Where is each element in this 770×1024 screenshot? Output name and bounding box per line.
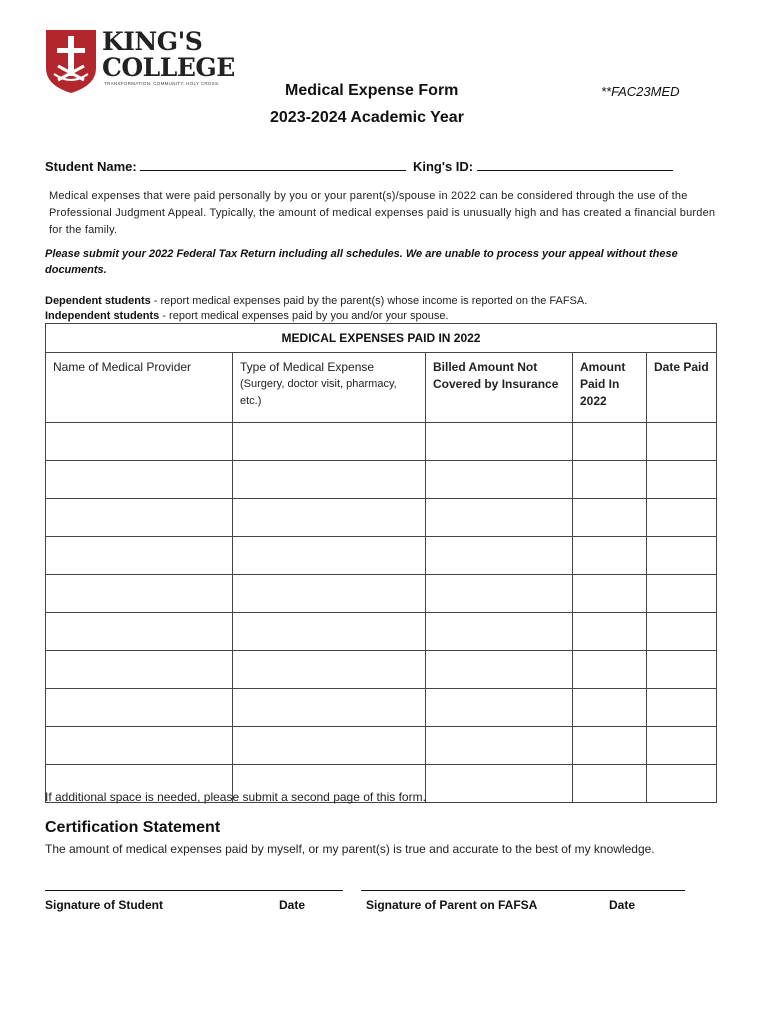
dependent-text: - report medical expenses paid by the parent(s) whose income is reported on the FAFSA. — [150, 295, 588, 307]
dependent-label: Dependent students — [45, 295, 151, 307]
col-billed-header: Billed Amount Not Covered by Insurance — [426, 353, 573, 423]
date-cell[interactable] — [647, 727, 717, 765]
provider-cell[interactable] — [46, 651, 233, 689]
amount-cell[interactable] — [573, 423, 647, 461]
column-header-row — [46, 353, 717, 423]
student-signature-line[interactable] — [45, 890, 343, 891]
table-row — [46, 651, 717, 689]
col-amount-header: Amount Paid In 2022 — [573, 353, 647, 423]
kings-college-logo — [44, 28, 240, 100]
type-cell[interactable] — [233, 651, 426, 689]
tax-return-notice: Please submit your 2022 Federal Tax Return including all schedules. We are unable to process your appeal without these documents. — [45, 248, 678, 276]
type-cell[interactable] — [233, 575, 426, 613]
billed-cell[interactable] — [426, 613, 573, 651]
student-name-row — [45, 158, 673, 174]
amount-cell[interactable] — [573, 727, 647, 765]
table-row — [46, 689, 717, 727]
billed-cell[interactable] — [426, 575, 573, 613]
amount-cell[interactable] — [573, 613, 647, 651]
billed-cell[interactable] — [426, 689, 573, 727]
billed-cell[interactable] — [426, 537, 573, 575]
type-cell[interactable] — [233, 727, 426, 765]
table-row — [46, 575, 717, 613]
amount-cell[interactable] — [573, 689, 647, 727]
col-type-subtext: (Surgery, doctor visit, pharmacy, etc.) — [240, 378, 397, 407]
provider-cell[interactable] — [46, 727, 233, 765]
logo-tagline: TRANSFORMATION. COMMUNITY. HOLY CROSS. — [104, 81, 220, 86]
kings-id-label: King's ID: — [412, 159, 474, 174]
logo-wordmark-line2: COLLEGE — [102, 53, 235, 82]
billed-cell[interactable] — [426, 651, 573, 689]
amount-cell[interactable] — [573, 461, 647, 499]
provider-cell[interactable] — [46, 613, 233, 651]
provider-cell[interactable] — [46, 575, 233, 613]
provider-cell[interactable] — [46, 689, 233, 727]
student-type-instructions — [45, 294, 725, 324]
table-body — [46, 423, 717, 803]
type-cell[interactable] — [233, 461, 426, 499]
amount-cell[interactable] — [573, 575, 647, 613]
table-row — [46, 613, 717, 651]
logo-wordmark-line1: KING'S — [102, 27, 203, 56]
col-provider-header: Name of Medical Provider — [46, 353, 233, 423]
date-cell[interactable] — [647, 499, 717, 537]
parent-signature-line[interactable] — [361, 890, 685, 891]
medical-expenses-table — [45, 323, 717, 803]
parent-signature-label: Signature of Parent on FAFSA — [366, 898, 538, 912]
date-cell[interactable] — [647, 651, 717, 689]
table-row — [46, 537, 717, 575]
table-row — [46, 727, 717, 765]
date-cell[interactable] — [647, 537, 717, 575]
student-signature-label: Signature of Student — [45, 898, 163, 912]
amount-cell[interactable] — [573, 499, 647, 537]
billed-cell[interactable] — [426, 499, 573, 537]
table-row — [46, 499, 717, 537]
form-title: Medical Expense Form — [285, 82, 459, 99]
date-cell[interactable] — [647, 765, 717, 803]
date-cell[interactable] — [647, 423, 717, 461]
type-cell[interactable] — [233, 499, 426, 537]
parent-date-label: Date — [609, 898, 636, 912]
kings-id-field[interactable] — [477, 158, 673, 171]
billed-cell[interactable] — [426, 727, 573, 765]
certification-text: The amount of medical expenses paid by myself, or my parent(s) is true and accurate to the best of my knowledge. — [45, 842, 655, 856]
type-cell[interactable] — [233, 613, 426, 651]
type-cell[interactable] — [233, 689, 426, 727]
independent-text: - report medical expenses paid by you and/or your spouse. — [159, 310, 449, 322]
table-row — [46, 423, 717, 461]
shield-cross-icon — [44, 28, 98, 94]
billed-cell[interactable] — [426, 461, 573, 499]
date-cell[interactable] — [647, 575, 717, 613]
col-date-header: Date Paid — [647, 353, 717, 423]
amount-cell[interactable] — [573, 537, 647, 575]
provider-cell[interactable] — [46, 423, 233, 461]
col-type-header: Type of Medical Expense (Surgery, doctor visit, pharmacy, etc.) — [233, 353, 426, 423]
student-date-label: Date — [279, 898, 306, 912]
amount-cell[interactable] — [573, 765, 647, 803]
academic-year: 2023-2024 Academic Year — [270, 109, 464, 126]
type-cell[interactable] — [233, 423, 426, 461]
certification-heading: Certification Statement — [45, 819, 221, 836]
form-code: **FAC23MED — [601, 84, 680, 99]
table-row — [46, 461, 717, 499]
type-cell[interactable] — [233, 537, 426, 575]
amount-cell[interactable] — [573, 651, 647, 689]
date-cell[interactable] — [647, 689, 717, 727]
date-cell[interactable] — [647, 613, 717, 651]
additional-space-note: If additional space is needed, please submit a second page of this form. — [45, 790, 426, 804]
provider-cell[interactable] — [46, 499, 233, 537]
independent-line — [45, 309, 725, 324]
intro-paragraph: Medical expenses that were paid personally by you or your parent(s)/spouse in 2022 can be considered through the use of the Professional Judgment Appeal. Typically, the amount of medical expenses paid is unusually high and has created a financial burden for the family. — [49, 190, 716, 236]
billed-cell[interactable] — [426, 765, 573, 803]
provider-cell[interactable] — [46, 461, 233, 499]
billed-cell[interactable] — [426, 423, 573, 461]
date-cell[interactable] — [647, 461, 717, 499]
dependent-line — [45, 294, 725, 309]
student-name-label: Student Name: — [45, 159, 137, 174]
student-name-field[interactable] — [140, 158, 406, 171]
table-title: MEDICAL EXPENSES PAID IN 2022 — [46, 324, 717, 353]
provider-cell[interactable] — [46, 537, 233, 575]
independent-label: Independent students — [45, 310, 160, 322]
